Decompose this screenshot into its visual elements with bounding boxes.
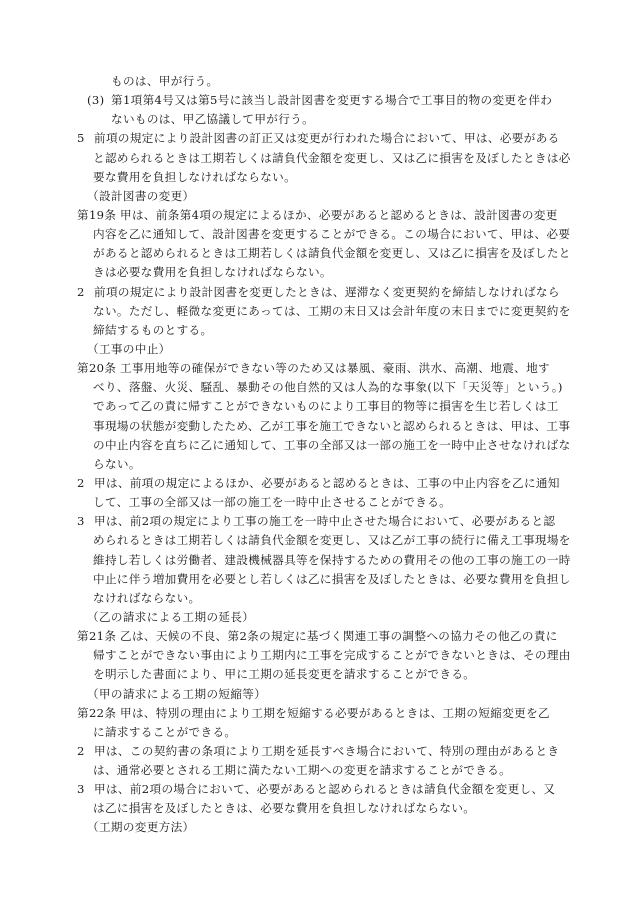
- text-line: 帰すことができない事由により工期内に工事を完成することができないときは、その理由: [93, 648, 571, 663]
- item-line: 5 前項の規定により設計図書の訂正又は変更が行われた場合において、甲は、必要がある: [77, 129, 554, 148]
- text-line: 内容を乙に通知して、設計図書を変更することができる。この場合において、甲は、必要: [93, 227, 571, 242]
- text-line: の中止内容を直ちに乙に通知して、工事の全部又は一部の施工を一時中止させなければな: [93, 437, 571, 452]
- text-line: 要な費用を負担しなければならない。: [93, 169, 297, 184]
- article-number: 第21条: [77, 629, 117, 644]
- text-line: であって乙の責に帰すことができないものにより工事目的物等に損害を生じ若しくは工: [93, 399, 559, 414]
- article-heading: （工事の中止）: [87, 341, 171, 356]
- item-number: 2: [77, 743, 85, 758]
- document-body: [77, 72, 571, 838]
- text-line: ものは、甲が行う。: [111, 74, 219, 88]
- text-line: 事現場の状態が変動したため、乙が工事を施工できないと認められるときは、甲は、工事: [93, 418, 571, 433]
- text-line: 維持し若しくは労働者、建設機械器具等を保持するための費用その他の工事の施工の一時: [93, 552, 571, 567]
- text-line: を明示した書面により、甲に工期の延長変更を請求することができる。: [93, 667, 476, 682]
- text-line: なければならない。: [93, 590, 201, 605]
- article-line: 第21条 乙は、天候の不良、第2条の規定に基づく関連工事の調整への協力その他乙の責に: [77, 627, 554, 646]
- text-line: して、工事の全部又は一部の施工を一時中止させることができる。: [93, 495, 452, 510]
- text-line: に請求することができる。: [93, 724, 237, 739]
- text-line: ない。ただし、軽微な変更にあっては、工期の末日又は会計年度の末日までに変更契約を: [93, 303, 571, 318]
- item-line: 2 甲は、この契約書の条項により工期を延長すべき場合において、特別の理由があるとき: [77, 742, 554, 761]
- article-heading: （工期の変更方法）: [87, 820, 195, 835]
- subitem-number: (3): [87, 93, 105, 108]
- item-number: 3: [77, 514, 85, 529]
- item-number: 5: [77, 131, 85, 146]
- item-line: 3 甲は、前2項の場合において、必要があると認められるときは請負代金額を変更し、又: [77, 780, 554, 799]
- item-line: 2 甲は、前項の規定によるほか、必要があると認めるときは、工事の中止内容を乙に通知: [77, 474, 554, 493]
- article-number: 第19条: [77, 207, 117, 222]
- article-heading: （乙の請求による工期の延長）: [87, 609, 255, 624]
- text-line: らない。: [93, 456, 141, 471]
- text-line: 中止に伴う増加費用を必要とし若しくは乙に損害を及ぼしたときは、必要な費用を負担し: [93, 571, 571, 586]
- article-heading: （設計図書の変更）: [87, 188, 195, 203]
- text-line: ないものは、甲乙協議して甲が行う。: [111, 112, 315, 127]
- article-number: 第22条: [77, 705, 117, 720]
- text-line: があると認められるときは工期若しくは請負代金額を変更し、又は乙に損害を及ぼしたと: [93, 246, 571, 261]
- item-number: 3: [77, 782, 85, 797]
- text-line: 締結するものとする。: [93, 322, 213, 337]
- article-line: 第20条 工事用地等の確保ができない等のため又は暴風、豪雨、洪水、高潮、地震、地す: [77, 359, 554, 378]
- text-line: きは必要な費用を負担しなければならない。: [93, 265, 332, 280]
- item-line: 2 前項の規定により設計図書を変更したときは、遅滞なく変更契約を締結しなければなら: [77, 283, 554, 302]
- item-line: 3 甲は、前2項の規定により工事の施工を一時中止させた場合において、必要があると認: [77, 512, 554, 531]
- text-line: と認められるときは工期若しくは請負代金額を変更し、又は乙に損害を及ぼしたときは必: [93, 150, 571, 165]
- article-number: 第20条: [77, 361, 117, 376]
- text-line: は乙に損害を及ぼしたときは、必要な費用を負担しなければならない。: [93, 801, 476, 816]
- article-line: 第22条 甲は、特別の理由により工期を短縮する必要があるときは、工期の短縮変更を乙: [77, 704, 554, 723]
- article-heading: （甲の請求による工期の短縮等）: [87, 686, 267, 701]
- item-number: 2: [77, 475, 85, 490]
- subitem-line: (3) 第1項第4号又は第5号に該当し設計図書を変更する場合で工事目的物の変更を伴わ: [77, 91, 554, 110]
- text-line: は、通常必要とされる工期に満たない工期への変更を請求することができる。: [93, 763, 512, 778]
- text-line: べり、落盤、火災、騒乱、暴動その他自然的又は人為的な事象(以下「天災等」という。): [93, 380, 563, 395]
- text-line: められるときは工期若しくは請負代金額を変更し、又は乙が工事の続行に備え工事現場を: [93, 533, 571, 548]
- article-line: 第19条 甲は、前条第4項の規定によるほか、必要があると認めるときは、設計図書の変更: [77, 206, 554, 225]
- item-number: 2: [77, 284, 85, 299]
